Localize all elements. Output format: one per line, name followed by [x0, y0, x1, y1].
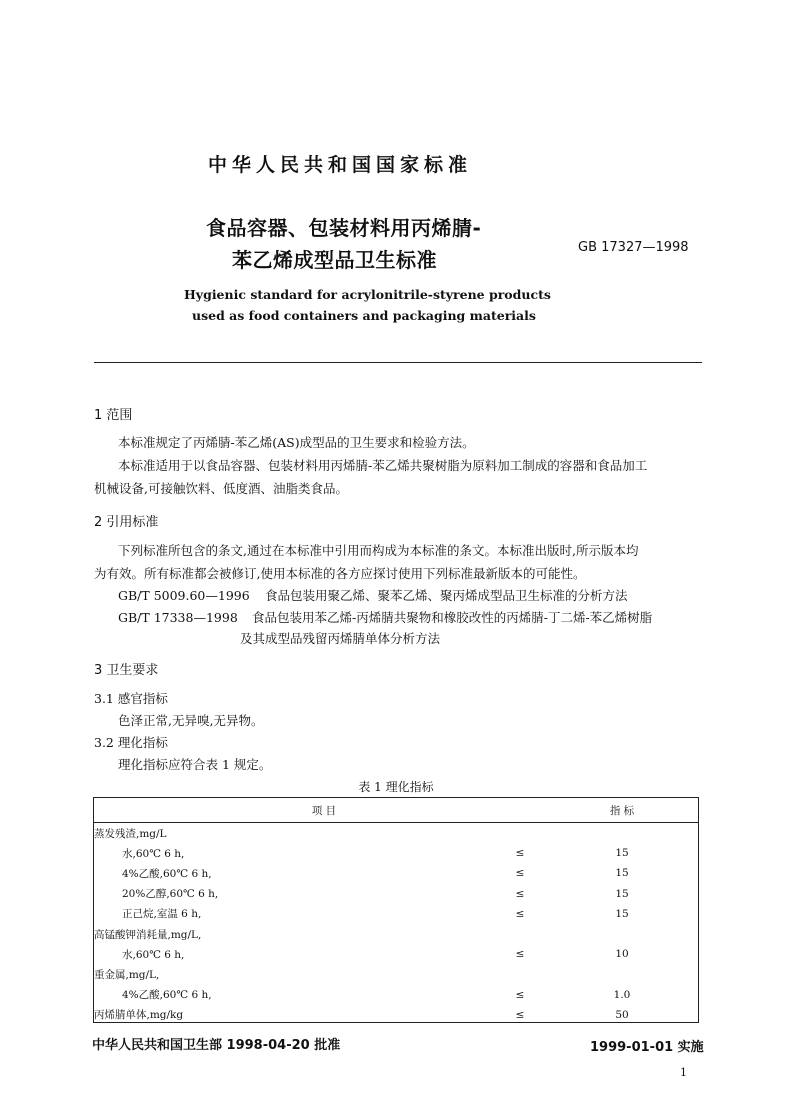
row-operator [494, 823, 546, 844]
row-value [546, 924, 698, 944]
section-1-paragraph-1: 本标准规定了丙烯腈-苯乙烯(AS)成型品的卫生要求和检验方法。 [118, 435, 475, 450]
row-value [546, 823, 698, 844]
effective-date: 1999-01-01 实施 [590, 1040, 704, 1055]
section-1-paragraph-2b: 机械设备,可接触饮料、低度酒、油脂类食品。 [94, 481, 348, 496]
row-operator [494, 924, 546, 944]
row-item: 蒸发残渣,mg/L [94, 827, 167, 840]
english-title-line1: Hygienic standard for acrylonitrile-styrene products [184, 287, 551, 302]
row-item: 4%乙酸,60℃ 6 h, [122, 989, 212, 1002]
approval-note: 中华人民共和国卫生部 1998-04-20 批准 [92, 1038, 341, 1053]
row-operator: ≤ [515, 867, 525, 880]
row-value [546, 964, 698, 984]
standard-title-line1: 食品容器、包装材料用丙烯腈- [206, 216, 482, 240]
table-row [94, 863, 698, 883]
table-row [94, 985, 698, 1005]
row-operator: ≤ [515, 988, 525, 1001]
section-3-2-text: 理化指标应符合表 1 规定。 [118, 757, 272, 772]
header-divider [94, 362, 702, 363]
table-caption: 表 1 理化指标 [358, 780, 434, 794]
section-2-paragraph-a: 下列标准所包含的条文,通过在本标准中引用而构成为本标准的条文。本标准出版时,所示版本均 [118, 543, 639, 558]
row-item: 高锰酸钾消耗量,mg/L, [94, 928, 202, 941]
row-value: 1.0 [613, 988, 631, 1001]
page-number: 1 [680, 1066, 687, 1079]
section-3-2-heading: 3.2 理化指标 [94, 735, 168, 750]
column-header-value: 指 标 [546, 798, 698, 823]
row-item: 4%乙酸,60℃ 6 h, [122, 867, 212, 880]
row-item: 水,60℃ 6 h, [122, 948, 185, 961]
row-value: 15 [615, 847, 629, 860]
section-1-paragraph-2a: 本标准适用于以食品容器、包装材料用丙烯腈-苯乙烯共聚树脂为原料加工制成的容器和食品加工 [118, 458, 648, 473]
table-row [94, 884, 698, 904]
table-header-row [94, 798, 698, 823]
row-item: 20%乙醇,60℃ 6 h, [122, 888, 219, 901]
table-row [94, 944, 698, 964]
reference-2-title-a: 食品包装用苯乙烯-丙烯腈共聚物和橡胶改性的丙烯腈-丁二烯-苯乙烯树脂 [252, 610, 653, 625]
reference-1-code: GB/T 5009.60—1996 [118, 588, 250, 603]
table-row [94, 924, 698, 944]
table-row [94, 1005, 698, 1025]
section-2-paragraph-b: 为有效。所有标准都会被修订,使用本标准的各方应探讨使用下列标准最新版本的可能性。 [94, 566, 586, 581]
reference-1-title: 食品包装用聚乙烯、聚苯乙烯、聚丙烯成型品卫生标准的分析方法 [265, 588, 628, 603]
row-value: 15 [615, 907, 629, 920]
table-row [94, 843, 698, 863]
row-operator [494, 964, 546, 984]
row-operator: ≤ [515, 887, 525, 900]
section-1-heading: 1 范围 [94, 408, 133, 423]
row-value: 15 [615, 887, 629, 900]
reference-2-title-b: 及其成型品残留丙烯腈单体分析方法 [240, 631, 441, 646]
issuing-organization: 中华人民共和国国家标准 [207, 154, 472, 176]
row-item: 正己烷,室温 6 h, [122, 908, 202, 921]
column-header-item: 项 目 [94, 798, 494, 823]
column-header-spacer [494, 798, 546, 823]
standard-title-line2: 苯乙烯成型品卫生标准 [232, 248, 437, 272]
section-3-1-text: 色泽正常,无异嗅,无异物。 [118, 713, 264, 728]
row-operator: ≤ [515, 907, 525, 920]
row-value: 15 [615, 867, 629, 880]
section-3-1-heading: 3.1 感官指标 [94, 691, 168, 706]
row-item: 水,60℃ 6 h, [122, 847, 185, 860]
reference-2-code: GB/T 17338—1998 [118, 610, 238, 625]
table-row [94, 964, 698, 984]
row-operator: ≤ [515, 1008, 525, 1021]
row-value: 10 [615, 948, 629, 961]
row-value: 50 [615, 1008, 629, 1021]
table-row [94, 823, 698, 844]
section-3-heading: 3 卫生要求 [94, 663, 159, 678]
row-operator: ≤ [515, 847, 525, 860]
english-title-line2: used as food containers and packaging materials [192, 308, 536, 323]
table-row [94, 904, 698, 924]
row-item: 重金属,mg/L, [94, 968, 160, 981]
physicochemical-indicators-table [94, 798, 698, 1025]
standard-number: GB 17327—1998 [578, 240, 689, 255]
section-2-heading: 2 引用标准 [94, 515, 159, 530]
row-operator: ≤ [515, 948, 525, 961]
row-item: 丙烯腈单体,mg/kg [94, 1009, 184, 1022]
